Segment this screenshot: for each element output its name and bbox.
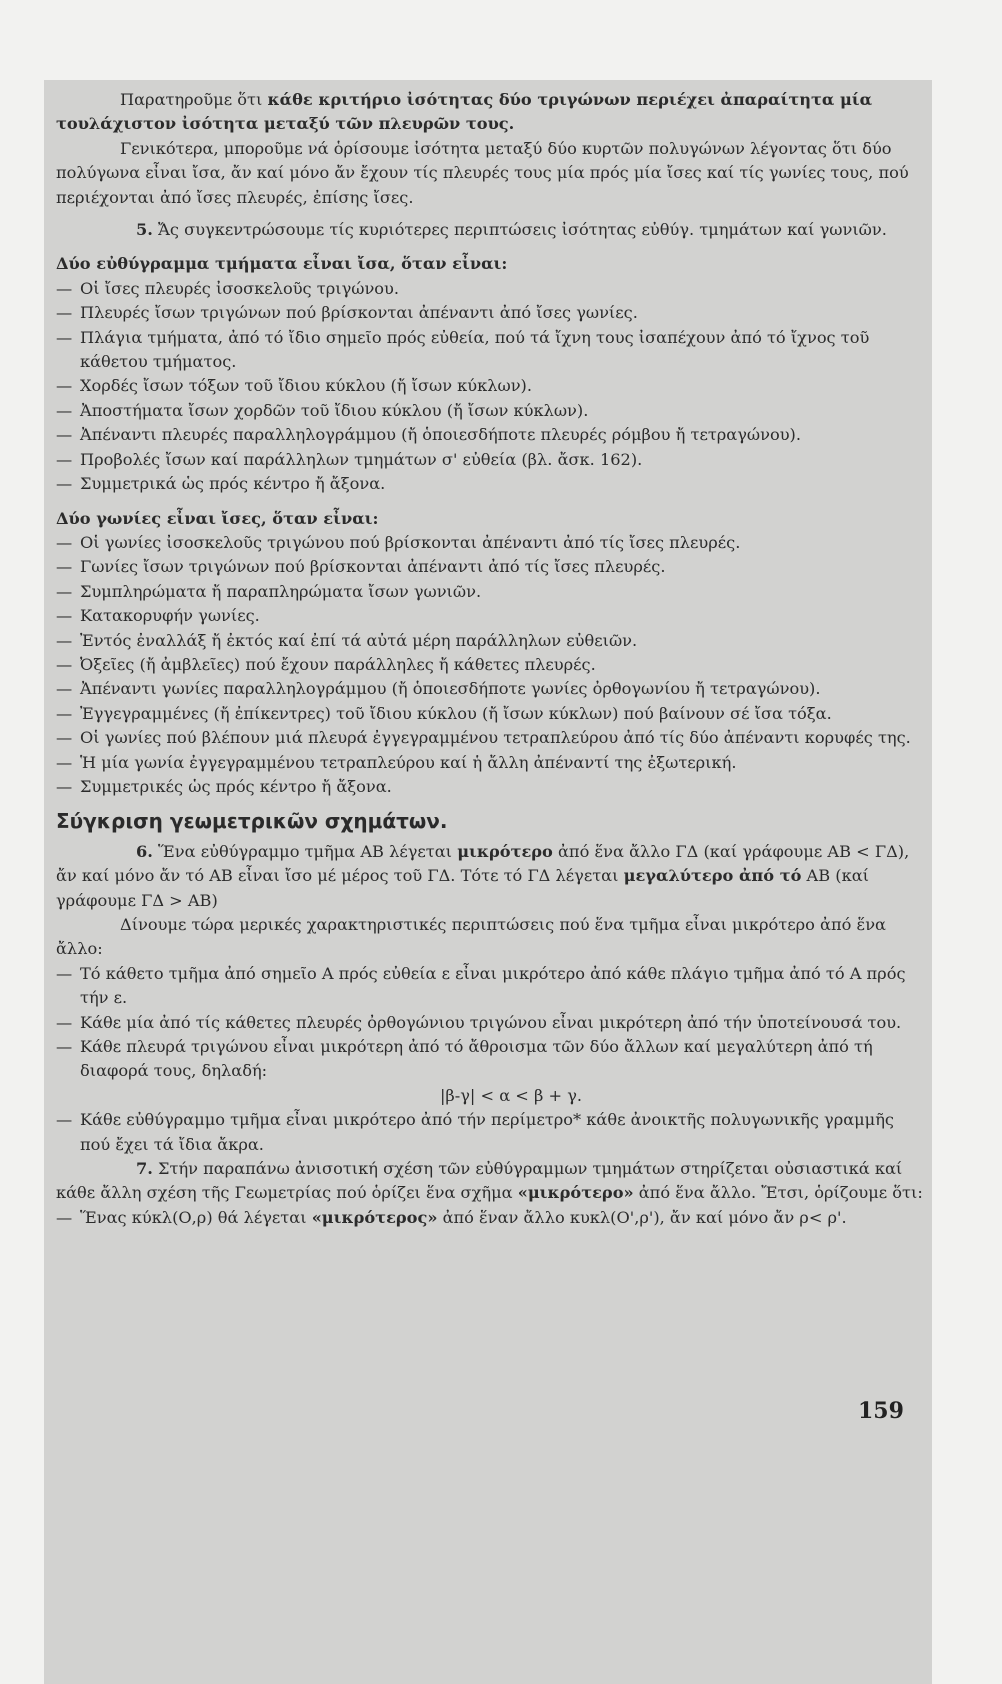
dash-bullet: — bbox=[56, 654, 73, 674]
list-item-text: Συμμετρικές ὡς πρός κέντρο ἤ ἄξονα. bbox=[80, 776, 392, 796]
list-item bbox=[56, 399, 926, 423]
list-item bbox=[56, 653, 926, 677]
list-item bbox=[56, 1206, 926, 1230]
dash-bullet: — bbox=[56, 474, 73, 494]
dash-bullet: — bbox=[56, 703, 73, 723]
list-item bbox=[56, 726, 926, 750]
list-item-text: Οἱ γωνίες πού βλέπουν μιά πλευρά ἐγγεγραμμένου τετραπλεύρου ἀπό τίς δύο ἀπέναντι κορυφές της. bbox=[80, 728, 911, 748]
list-item bbox=[56, 472, 926, 496]
section-6 bbox=[56, 840, 926, 913]
list-item bbox=[56, 751, 926, 775]
segments-heading: Δύο εὐθύγραμμα τμήματα εἶναι ἴσα, ὅταν εἶναι: bbox=[56, 254, 508, 274]
list-item bbox=[56, 677, 926, 701]
angles-list bbox=[56, 531, 926, 799]
list-item-text: Οἱ γωνίες ἰσοσκελοῦς τριγώνου πού βρίσκονται ἀπέναντι ἀπό τίς ἴσες πλευρές. bbox=[80, 532, 741, 552]
dash-bullet: — bbox=[56, 776, 73, 796]
list-item-text: Προβολές ἴσων καί παράλληλων τμημάτων σ' εὐθεία (βλ. ἄσκ. 162). bbox=[80, 449, 643, 469]
section-6-text: ΑΒ (καί γράφουμε ΓΔ > ΑΒ) bbox=[56, 866, 869, 910]
list-item-text: Πλάγια τμήματα, ἀπό τό ἴδιο σημεῖο πρός εὐθεία, πού τά ἴχνη τους ἰσαπέχουν ἀπό τό ἴχνος τοῦ κάθετου τμήματος. bbox=[80, 327, 870, 372]
dash-bullet: — bbox=[56, 752, 73, 772]
dash-bullet: — bbox=[56, 327, 73, 347]
section-7-text: ἀπό ἕνα ἄλλο. Ἔτσι, ὁρίζουμε ὅτι: bbox=[633, 1183, 923, 1203]
list-item-text: Ἐντός ἐναλλάξ ἤ ἐκτός καί ἐπί τά αὐτά μέρη παράλληλων εὐθειῶν. bbox=[80, 630, 638, 650]
dash-bullet: — bbox=[56, 1012, 73, 1032]
section-6-bold: μεγαλύτερο ἀπό τό bbox=[623, 866, 802, 886]
dash-bullet: — bbox=[56, 606, 73, 626]
list-item bbox=[56, 1011, 926, 1035]
list-item-text: Πλευρές ἴσων τριγώνων πού βρίσκονται ἀπέναντι ἀπό ἴσες γωνίες. bbox=[80, 303, 638, 323]
list-item-text: Ἀπέναντι πλευρές παραλληλογράμμου (ἤ ὁποιεσδήποτε πλευρές ρόμβου ἤ τετραγώνου). bbox=[80, 425, 801, 445]
list-item-text: Κάθε πλευρά τριγώνου εἶναι μικρότερη ἀπό τό ἄθροισμα τῶν δύο ἄλλων καί μεγαλύτερη ἀπό τή διαφορά τους, δηλαδή: bbox=[80, 1037, 873, 1081]
cases-paragraph: Δίνουμε τώρα μερικές χαρακτηριστικές περιπτώσεις πού ἕνα τμῆμα εἶναι μικρότερο ἀπό ἕνα ἄλλο: bbox=[56, 915, 886, 959]
section-7-text: Στήν παραπάνω ἀνισοτική σχέση τῶν εὐθύγραμμων τμημάτων στηρίζεται οὐσιαστικά καί κάθε ἄλλη σχέση τῆς Γεωμετρίας πού ὁρίζει ἕνα σχῆμα bbox=[56, 1159, 903, 1203]
list-item-text: Κάθε εὐθύγραμμο τμῆμα εἶναι μικρότερο ἀπό τήν περίμετρο* κάθε ἀνοικτῆς πολυγωνικῆς γραμμῆς πού ἔχει τά ἴδια ἄκρα. bbox=[80, 1110, 894, 1154]
dash-bullet: — bbox=[56, 400, 73, 420]
dash-bullet: — bbox=[56, 532, 73, 552]
list-item bbox=[56, 580, 926, 604]
list-item-text: Ἡ μία γωνία ἐγγεγραμμένου τετραπλεύρου καί ἡ ἄλλη ἀπέναντί της ἐξωτερική. bbox=[80, 752, 737, 772]
section-6-bold: μικρότερο bbox=[457, 841, 553, 861]
list-item bbox=[56, 448, 926, 472]
dash-bullet: — bbox=[56, 1110, 73, 1130]
list-item bbox=[56, 1108, 926, 1157]
list-item-text: Ἐγγεγραμμένες (ἤ ἐπίκεντρες) τοῦ ἴδιου κύκλου (ἤ ἴσων κύκλων) πού βαίνουν σέ ἴσα τόξα. bbox=[80, 703, 832, 723]
dash-bullet: — bbox=[56, 1037, 73, 1057]
list-item bbox=[56, 326, 926, 375]
dash-bullet: — bbox=[56, 449, 73, 469]
dash-bullet: — bbox=[56, 557, 73, 577]
list-item-text: Ὀξεῖες (ἤ ἀμβλεῖες) πού ἔχουν παράλληλες ἤ κάθετες πλευρές. bbox=[80, 654, 596, 674]
section-6-text: ἀπό ἕνα ἄλλο ΓΔ (καί γράφουμε ΑΒ < ΓΔ), ἄν καί μόνο ἄν τό ΑΒ εἶναι ἴσο μέ μέρος τοῦ ΓΔ. Τότε τό ΓΔ λέγεται bbox=[56, 841, 910, 886]
dash-bullet: — bbox=[56, 728, 73, 748]
comparison-heading: Σύγκριση γεωμετρικῶν σχημάτων. bbox=[56, 809, 448, 834]
list-item-text: Γωνίες ἴσων τριγώνων πού βρίσκονται ἀπέναντι ἀπό τίς ἴσες πλευρές. bbox=[80, 557, 666, 577]
segments-list bbox=[56, 277, 926, 497]
list-item-text: Ἕνας κύκλ(Ο,ρ) θά λέγεται bbox=[80, 1207, 312, 1227]
list-item-text: Οἱ ἴσες πλευρές ἰσοσκελοῦς τριγώνου. bbox=[80, 278, 400, 298]
list-item bbox=[56, 277, 926, 301]
triangle-inequality-formula: |β-γ| < α < β + γ. bbox=[439, 1085, 583, 1105]
section-6-text: Ἕνα εὐθύγραμμο τμῆμα ΑΒ λέγεται bbox=[152, 841, 458, 861]
intro-paragraph-2: Γενικότερα, μποροῦμε νά ὁρίσουμε ἰσότητα μεταξύ δύο κυρτῶν πολυγώνων λέγοντας ὅτι δύο πολύγωνα εἶναι ἴσα, ἄν καί μόνο ἄν ἔχουν τίς πλευρές τους μία πρός μία ἴσες καί τίς γωνίες τους, πού περιέχονται ἀπό ἴσες πλευρές, ἐπίσης ἴσες. bbox=[56, 138, 909, 207]
list-item-text: Συμπληρώματα ἤ παραπληρώματα ἴσων γωνιῶν. bbox=[80, 581, 482, 601]
list-item bbox=[56, 775, 926, 799]
section-7-number: 7. bbox=[136, 1159, 153, 1179]
list-item-bold: «μικρότερος» bbox=[311, 1207, 438, 1227]
dash-bullet: — bbox=[56, 278, 73, 298]
dash-bullet: — bbox=[56, 303, 73, 323]
section-7-bold: «μικρότερο» bbox=[517, 1183, 634, 1203]
section-7 bbox=[56, 1157, 926, 1206]
section-5 bbox=[56, 218, 926, 242]
list-item bbox=[56, 604, 926, 628]
list-item-text: Χορδές ἴσων τόξων τοῦ ἴδιου κύκλου (ἤ ἴσων κύκλων). bbox=[80, 376, 533, 396]
angles-heading: Δύο γωνίες εἶναι ἴσες, ὅταν εἶναι: bbox=[56, 508, 379, 528]
list-item-text: Συμμετρικά ὡς πρός κέντρο ἤ ἄξονα. bbox=[80, 474, 386, 494]
list-item bbox=[56, 702, 926, 726]
list-item bbox=[56, 555, 926, 579]
list-item bbox=[56, 531, 926, 555]
dash-bullet: — bbox=[56, 376, 73, 396]
dash-bullet: — bbox=[56, 630, 73, 650]
list-item bbox=[56, 962, 926, 1011]
page-number: 159 bbox=[858, 1398, 904, 1424]
list-item bbox=[56, 629, 926, 653]
list-item-text: Τό κάθετο τμῆμα ἀπό σημεῖο Α πρός εὐθεία ε εἶναι μικρότερο ἀπό κάθε πλάγιο τμῆμα ἀπό τό Α πρός τήν ε. bbox=[80, 963, 906, 1008]
list-item-text: Κατακορυφήν γωνίες. bbox=[80, 606, 260, 626]
section-6-number: 6. bbox=[136, 841, 153, 861]
list-item-text: Ἀπέναντι γωνίες παραλληλογράμμου (ἤ ὁποιεσδήποτε γωνίες ὀρθογωνίου ἤ τετραγώνου). bbox=[80, 679, 821, 699]
list-item bbox=[56, 1035, 926, 1084]
dash-bullet: — bbox=[56, 963, 73, 983]
comparison-list bbox=[56, 962, 926, 1157]
list-item bbox=[56, 423, 926, 447]
dash-bullet: — bbox=[56, 679, 73, 699]
section-5-number: 5. bbox=[136, 220, 153, 240]
intro-bold-text: κάθε κριτήριο ἰσότητας δύο τριγώνων περιέχει ἀπαραίτητα μία τουλάχιστον ἰσότητα μεταξύ τῶν πλευρῶν τους. bbox=[56, 90, 873, 134]
list-item bbox=[56, 374, 926, 398]
list-item-text: ἀπό ἕναν ἄλλο κυκλ(Ο',ρ'), ἄν καί μόνο ἄν ρ< ρ'. bbox=[437, 1207, 847, 1227]
page-content bbox=[56, 88, 926, 1230]
intro-text: Παρατηροῦμε ὅτι bbox=[120, 90, 268, 109]
dash-bullet: — bbox=[56, 1207, 73, 1227]
section-5-text: Ἄς συγκεντρώσουμε τίς κυριότερες περιπτώσεις ἰσότητας εὐθύγ. τμημάτων καί γωνιῶν. bbox=[152, 220, 887, 240]
list-item-text: Κάθε μία ἀπό τίς κάθετες πλευρές ὀρθογώνιου τριγώνου εἶναι μικρότερη ἀπό τήν ὑποτείνουσά του. bbox=[80, 1012, 902, 1032]
dash-bullet: — bbox=[56, 425, 73, 445]
list-item bbox=[56, 301, 926, 325]
intro-paragraph-1 bbox=[56, 88, 926, 137]
dash-bullet: — bbox=[56, 581, 73, 601]
list-item-text: Ἀποστήματα ἴσων χορδῶν τοῦ ἴδιου κύκλου (ἤ ἴσων κύκλων). bbox=[80, 400, 589, 420]
